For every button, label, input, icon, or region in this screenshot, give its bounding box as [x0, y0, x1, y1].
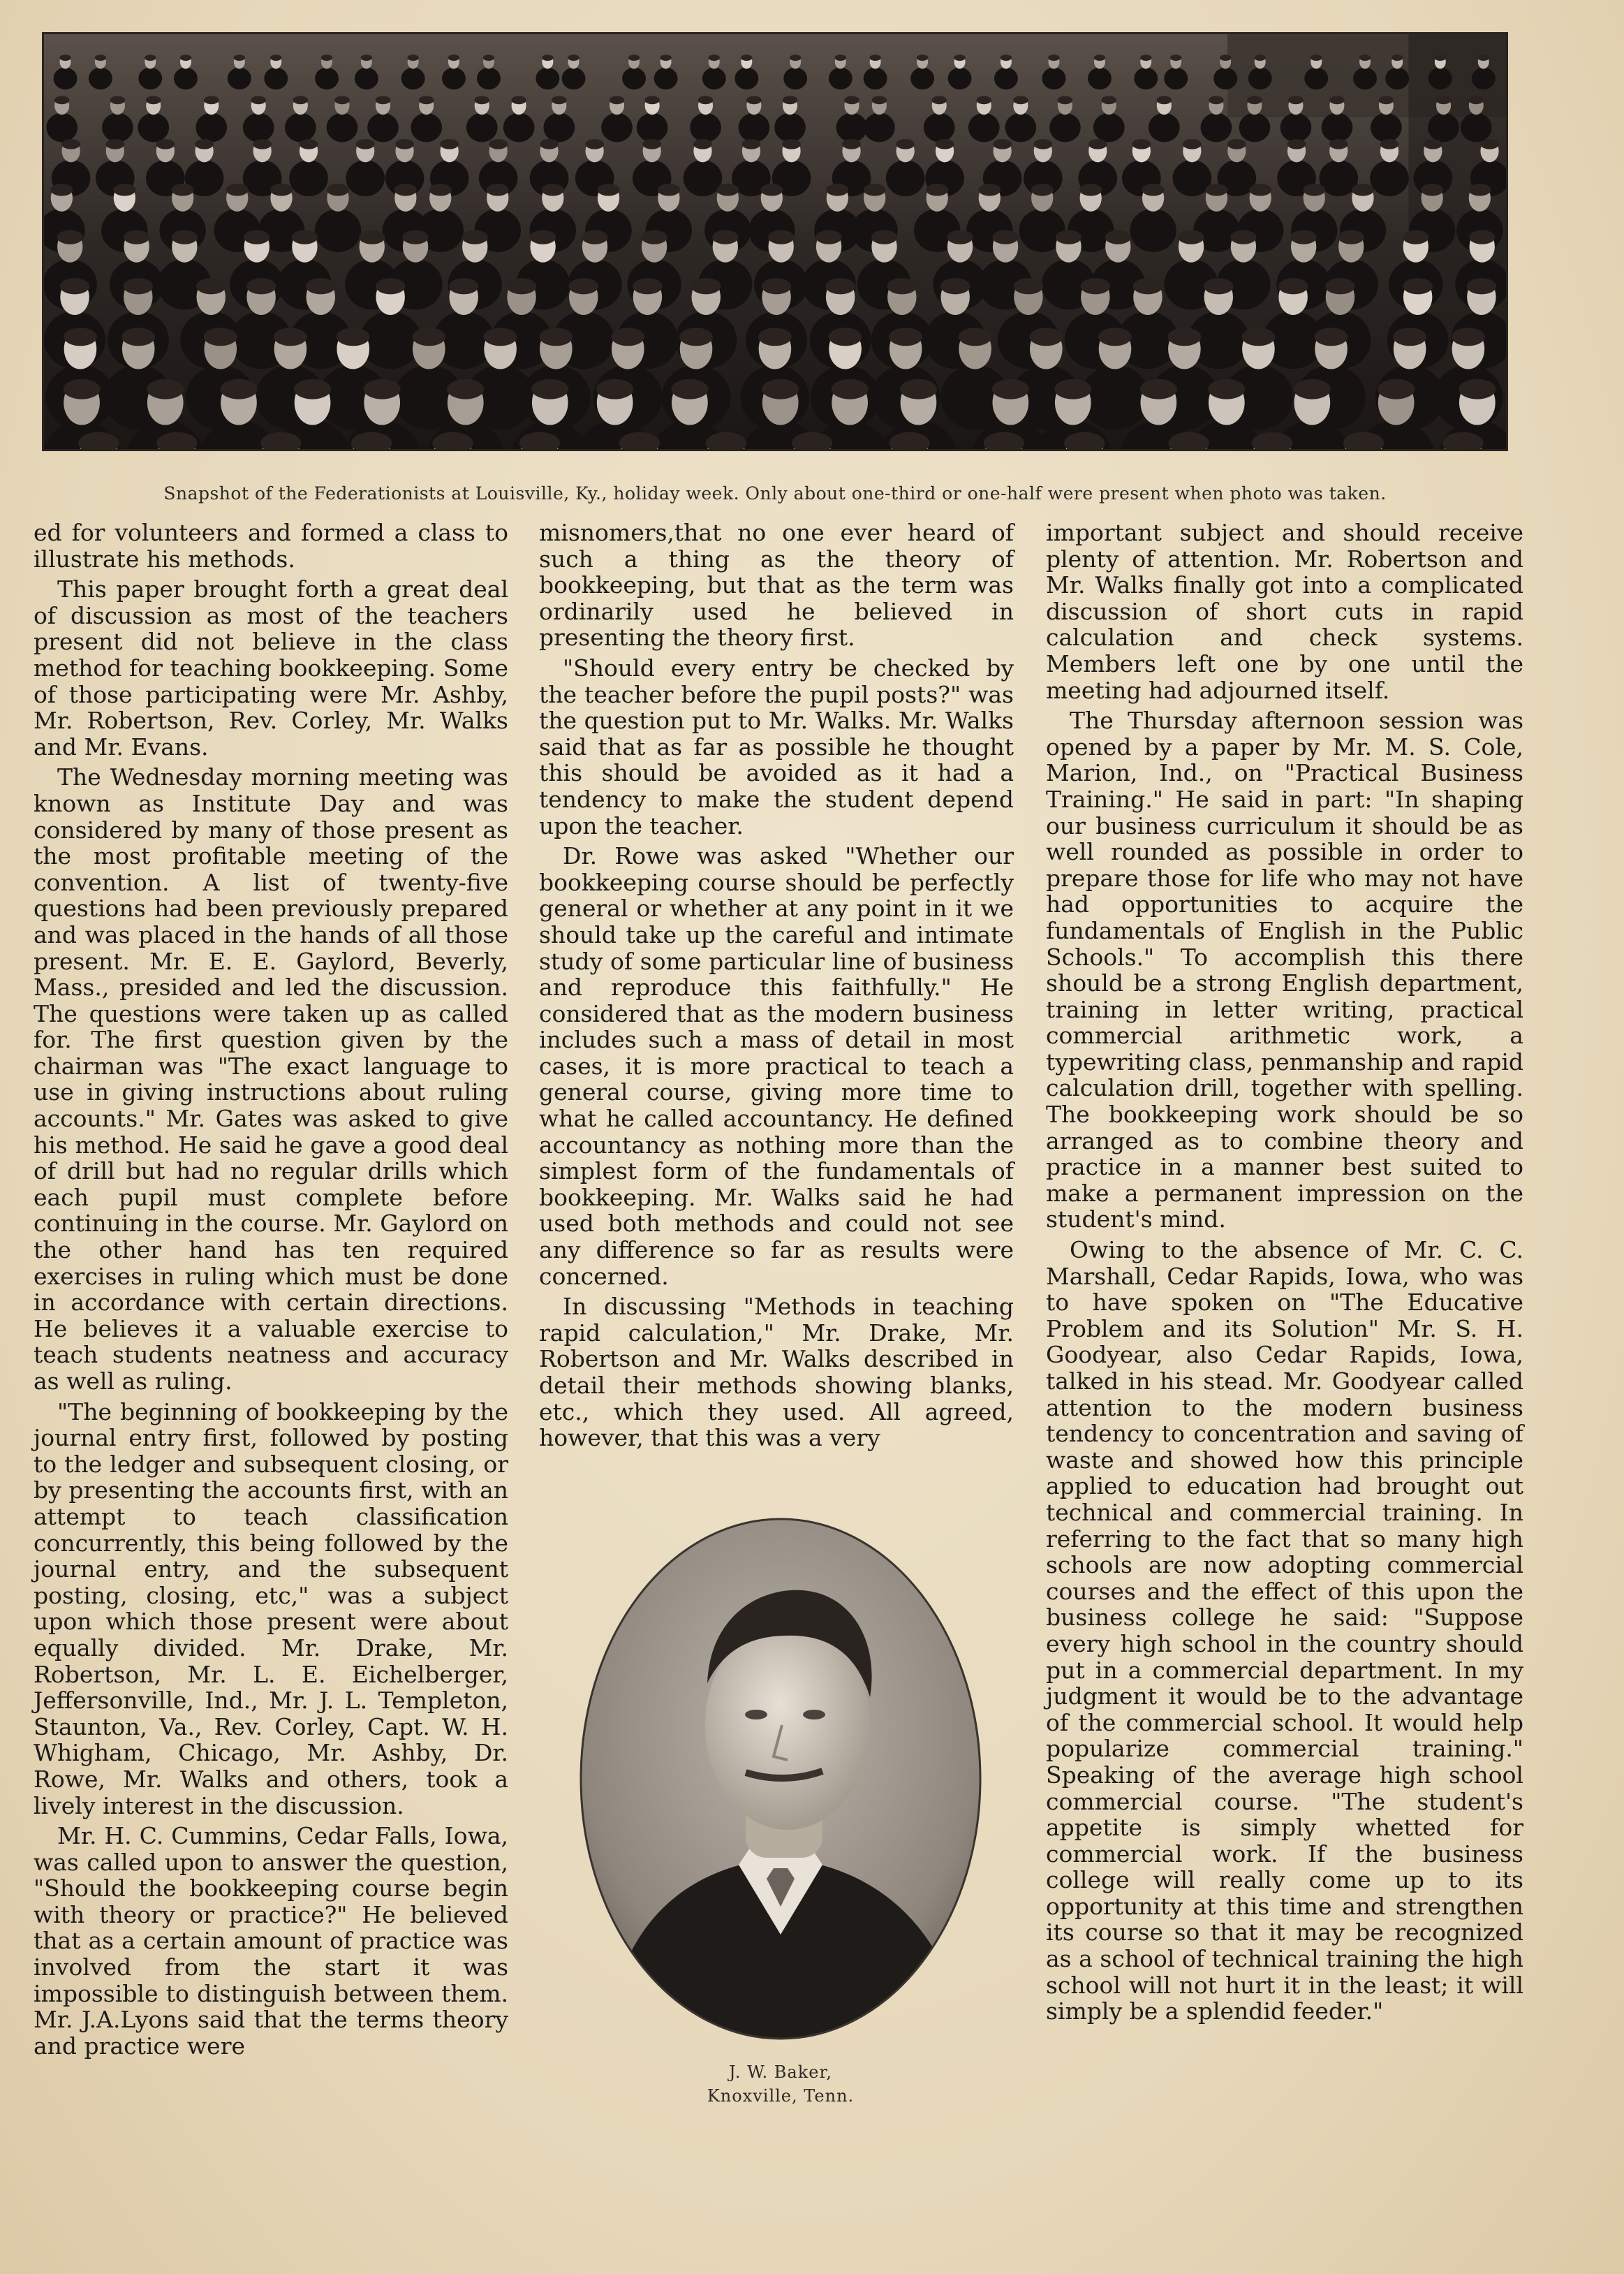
- paragraph: "Should every entry be checked by the teacher before the pupil posts?" was the question put to Mr. Walks. Mr. Walks said that as far as possible he thought this should be avoided as it had a tendency to make the student depend upon the teacher.: [539, 654, 1014, 839]
- paragraph: "The beginning of bookkeeping by the journal entry first, followed by posting to the ledger and subsequent closing, or by presenting the accounts first, with an attempt to teach classification concurrently, this being followed by the journal entry, and the subsequent posting, closing, etc," was a subject upon which those present were about equally divided. Mr. Drake, Mr. Robertson, Mr. L. E. Eichelberger, Jeffersonville, Ind., Mr. J. L. Templeton, Staunton, Va., Rev. Corley, Capt. W. H. Whigham, Chicago, Mr. Ashby, Dr. Rowe, Mr. Walks and others, took a lively interest in the discussion.: [34, 1398, 508, 1819]
- paragraph: Mr. H. C. Cummins, Cedar Falls, Iowa, was called upon to answer the question, "Should the bookkeeping course begin with theory or practice?" He believed that as a certain amount of practice was involved from the start it was impossible to distinguish between them. Mr. J.A.Lyons said that the terms theory and practice were: [34, 1822, 508, 2060]
- paragraph: Dr. Rowe was asked "Whether our bookkeeping course should be perfectly general or whether at any point in it we should take up the careful and intimate study of some particular line of business and reproduce this faithfully." He considered that as the modern business includes such a mass of detail in most cases, it is more practical to teach a general course, giving more time to what he called accountancy. He defined accountancy as nothing more than the simplest form of the fundamentals of bookkeeping. Mr. Walks said he had used both methods and could not see any difference so far as results were concerned.: [539, 842, 1014, 1290]
- portrait-caption-name: J. W. Baker,: [729, 2062, 832, 2082]
- paragraph: important subject and should receive plenty of attention. Mr. Robertson and Mr. Walks finally got into a complicated discussion of short cuts in rapid calculation and check systems. Members left one by one until the meeting had adjourned itself.: [1046, 519, 1523, 704]
- column-2: [539, 520, 1014, 1455]
- paragraph: In discussing "Methods in teaching rapid calculation," Mr. Drake, Mr. Robertson and Mr. Walks described in detail their methods showing blanks, etc., which they used. All agreed, however, that this was a very: [539, 1293, 1014, 1452]
- paragraph: This paper brought forth a great deal of discussion as most of the teachers present did not believe in the class method for teaching bookkeeping. Some of those participating were Mr. Ashby, Mr. Robertson, Rev. Corley, Mr. Walks and Mr. Evans.: [34, 575, 508, 761]
- group-photo: [42, 32, 1508, 451]
- paragraph: The Thursday afternoon session was opened by a paper by Mr. M. S. Cole, Marion, Ind., on "Practical Business Training." He said in part: "In shaping our business curriculum it should be as well rounded as possible in order to prepare those for life who may not have had opportunities to acquire the fundamentals of English in the Public Schools." To accomplish this there should be a strong English department, training in letter writing, practical commercial arithmetic work, a typewriting class, penmanship and rapid calculation drill, together with spelling. The bookkeeping work should be so arranged as to combine theory and practice in a manner best suited to make a permanent impression on the student's mind.: [1046, 707, 1523, 1233]
- photo-caption: Snapshot of the Federationists at Louisville, Ky., holiday week. Only about one-third or one-half were present when photo was taken.: [163, 483, 1387, 504]
- group-photo-icon: [44, 34, 1506, 449]
- portrait-caption-place: Knoxville, Tenn.: [707, 2086, 855, 2106]
- paragraph: misnomers,that no one ever heard of such a thing as the theory of bookkeeping, but that as the term was ordinarily used he believed in presenting the theory first.: [539, 519, 1014, 652]
- column-1: [34, 520, 508, 2063]
- portrait-caption: [613, 2060, 948, 2108]
- paragraph: The Wednesday morning meeting was known as Institute Day and was considered by many of those present as the most profitable meeting of the convention. A list of twenty-five questions had been previously prepared and was placed in the hands of all those present. Mr. E. E. Gaylord, Beverly, Mass., presided and led the discussion. The questions were taken up as called for. The first question given by the chairman was "The exact language to use in giving instructions about ruling accounts." Mr. Gates was asked to give his method. He said he gave a good deal of drill but had no regular drills which each pupil must complete before continuing in the course. Mr. Gaylord on the other hand has ten required exercises in ruling which must be done in accordance with certain directions. He believes it a valuable exercise to teach students neatness and accuracy as well as ruling.: [34, 763, 508, 1395]
- column-3: [1046, 520, 1523, 2029]
- paragraph: ed for volunteers and formed a class to illustrate his methods.: [34, 519, 508, 573]
- portrait-photo-icon: [578, 1516, 983, 2042]
- paragraph: Owing to the absence of Mr. C. C. Marshall, Cedar Rapids, Iowa, who was to have spoken on "The Educative Problem and its Solution" Mr. S. H. Goodyear, also Cedar Rapids, Iowa, talked in his stead. Mr. Goodyear called attention to the modern business tendency to concentration and saving of waste and showed how this principle applied to education had brought out technical and commercial training. In referring to the fact that so many high schools are now adopting commercial courses and the effect of this upon the business college he said: "Suppose every high school in the country should put in a commercial department. In my judgment it would be to the advantage of the commercial school. It would help popularize commercial training." Speaking of the average high school commercial course. "The student's appetite is simply whetted for commercial work. If the business college will really come up to its opportunity at this time and strengthen its course so that it may be recognized as a school of technical training the high school will not hurt it in the least; it will simply be a splendid feeder.": [1046, 1236, 1523, 2025]
- portrait-photo: [578, 1516, 983, 2042]
